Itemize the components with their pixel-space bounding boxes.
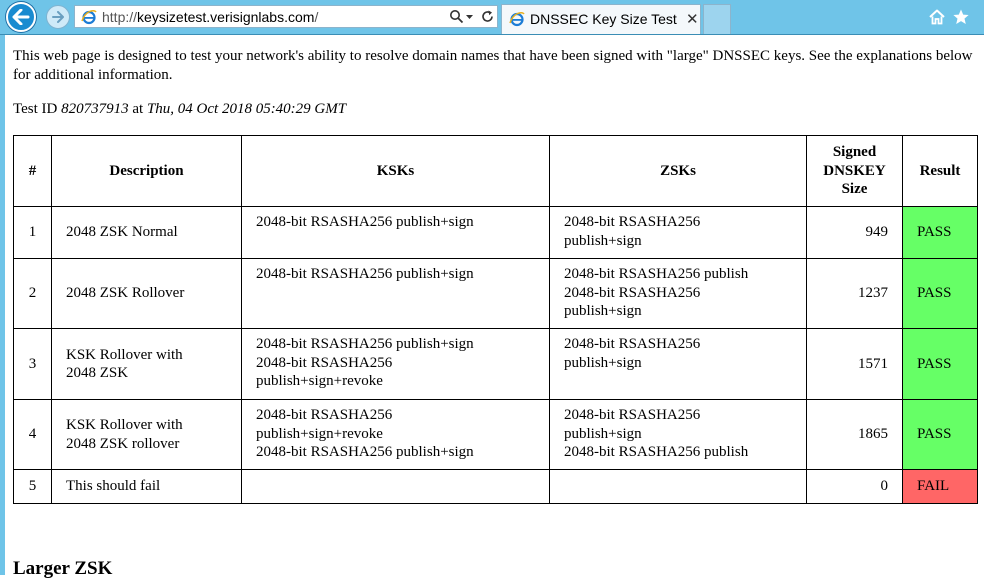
status-badge-pass: PASS xyxy=(903,207,978,259)
tab-title: DNSSEC Key Size Test xyxy=(530,11,677,27)
favorites-star-icon[interactable] xyxy=(952,8,970,26)
forward-button[interactable] xyxy=(46,5,70,29)
table-row xyxy=(14,329,978,400)
row-description: 2048 ZSK Normal xyxy=(52,207,242,259)
ie-logo-icon xyxy=(81,9,97,25)
row-ksks xyxy=(242,470,550,504)
header-result: Result xyxy=(903,136,978,207)
row-description: KSK Rollover with 2048 ZSK rollover xyxy=(52,400,242,470)
header-ksks: KSKs xyxy=(242,136,550,207)
test-id-line: Test ID 820737913 at Thu, 04 Oct 2018 05:40:29 GMT xyxy=(13,101,347,117)
row-size: 0 xyxy=(807,470,903,504)
row-zsks: 2048-bit RSASHA256 publish 2048-bit RSASHA256 publish+sign xyxy=(550,259,807,329)
intro-paragraph: This web page is designed to test your network's ability to resolve domain names that have been signed with "large" DNSSEC keys. See the explanations below for additional information. xyxy=(13,48,973,83)
close-icon[interactable]: ✕ xyxy=(686,11,699,28)
status-badge-fail: FAIL xyxy=(903,470,978,504)
table-header-row xyxy=(14,136,978,207)
back-button[interactable] xyxy=(6,2,36,32)
table-row xyxy=(14,207,978,259)
new-tab-button[interactable] xyxy=(703,4,731,34)
row-size: 1237 xyxy=(807,259,903,329)
row-num: 5 xyxy=(14,470,52,504)
row-num: 3 xyxy=(14,329,52,400)
row-description: KSK Rollover with 2048 ZSK xyxy=(52,329,242,400)
header-zsks: ZSKs xyxy=(550,136,807,207)
section-heading: Larger ZSK xyxy=(13,558,113,579)
row-zsks: 2048-bit RSASHA256 publish+sign xyxy=(550,329,807,400)
tab-dnssec-key-size-test[interactable] xyxy=(501,4,701,34)
dropdown-icon[interactable] xyxy=(465,9,474,24)
table-row xyxy=(14,470,978,504)
row-size: 1865 xyxy=(807,400,903,470)
table-row xyxy=(14,259,978,329)
row-ksks: 2048-bit RSASHA256 publish+sign xyxy=(242,207,550,259)
refresh-icon[interactable] xyxy=(480,9,495,24)
header-signed-dnskey-size: Signed DNSKEY Size xyxy=(807,136,903,207)
window-edge xyxy=(0,35,5,575)
row-num: 4 xyxy=(14,400,52,470)
row-zsks: 2048-bit RSASHA256 publish+sign xyxy=(550,207,807,259)
test-timestamp: Thu, 04 Oct 2018 05:40:29 GMT xyxy=(146,101,347,117)
row-description: 2048 ZSK Rollover xyxy=(52,259,242,329)
forward-arrow-icon xyxy=(51,11,65,23)
header-description: Description xyxy=(52,136,242,207)
home-icon[interactable] xyxy=(928,8,946,26)
header-num: # xyxy=(14,136,52,207)
status-badge-pass: PASS xyxy=(903,400,978,470)
browser-toolbar xyxy=(0,0,984,35)
row-description: This should fail xyxy=(52,470,242,504)
row-zsks xyxy=(550,470,807,504)
row-size: 1571 xyxy=(807,329,903,400)
test-id: 820737913 xyxy=(61,101,129,117)
row-num: 2 xyxy=(14,259,52,329)
row-ksks: 2048-bit RSASHA256 publish+sign xyxy=(242,259,550,329)
table-row xyxy=(14,400,978,470)
page-content xyxy=(13,47,978,504)
status-badge-pass: PASS xyxy=(903,329,978,400)
row-ksks: 2048-bit RSASHA256 publish+sign 2048-bit RSASHA256 publish+sign+revoke xyxy=(242,329,550,400)
search-icon[interactable] xyxy=(449,9,464,24)
address-bar[interactable] xyxy=(74,5,498,28)
row-size: 949 xyxy=(807,207,903,259)
row-num: 1 xyxy=(14,207,52,259)
url-text: http://keysizetest.verisignlabs.com/ xyxy=(102,9,319,25)
status-badge-pass: PASS xyxy=(903,259,978,329)
results-table xyxy=(13,135,978,504)
back-arrow-icon xyxy=(12,9,30,25)
row-ksks: 2048-bit RSASHA256 publish+sign+revoke 2048-bit RSASHA256 publish+sign xyxy=(242,400,550,470)
ie-logo-icon xyxy=(509,11,525,27)
row-zsks: 2048-bit RSASHA256 publish+sign 2048-bit RSASHA256 publish xyxy=(550,400,807,470)
